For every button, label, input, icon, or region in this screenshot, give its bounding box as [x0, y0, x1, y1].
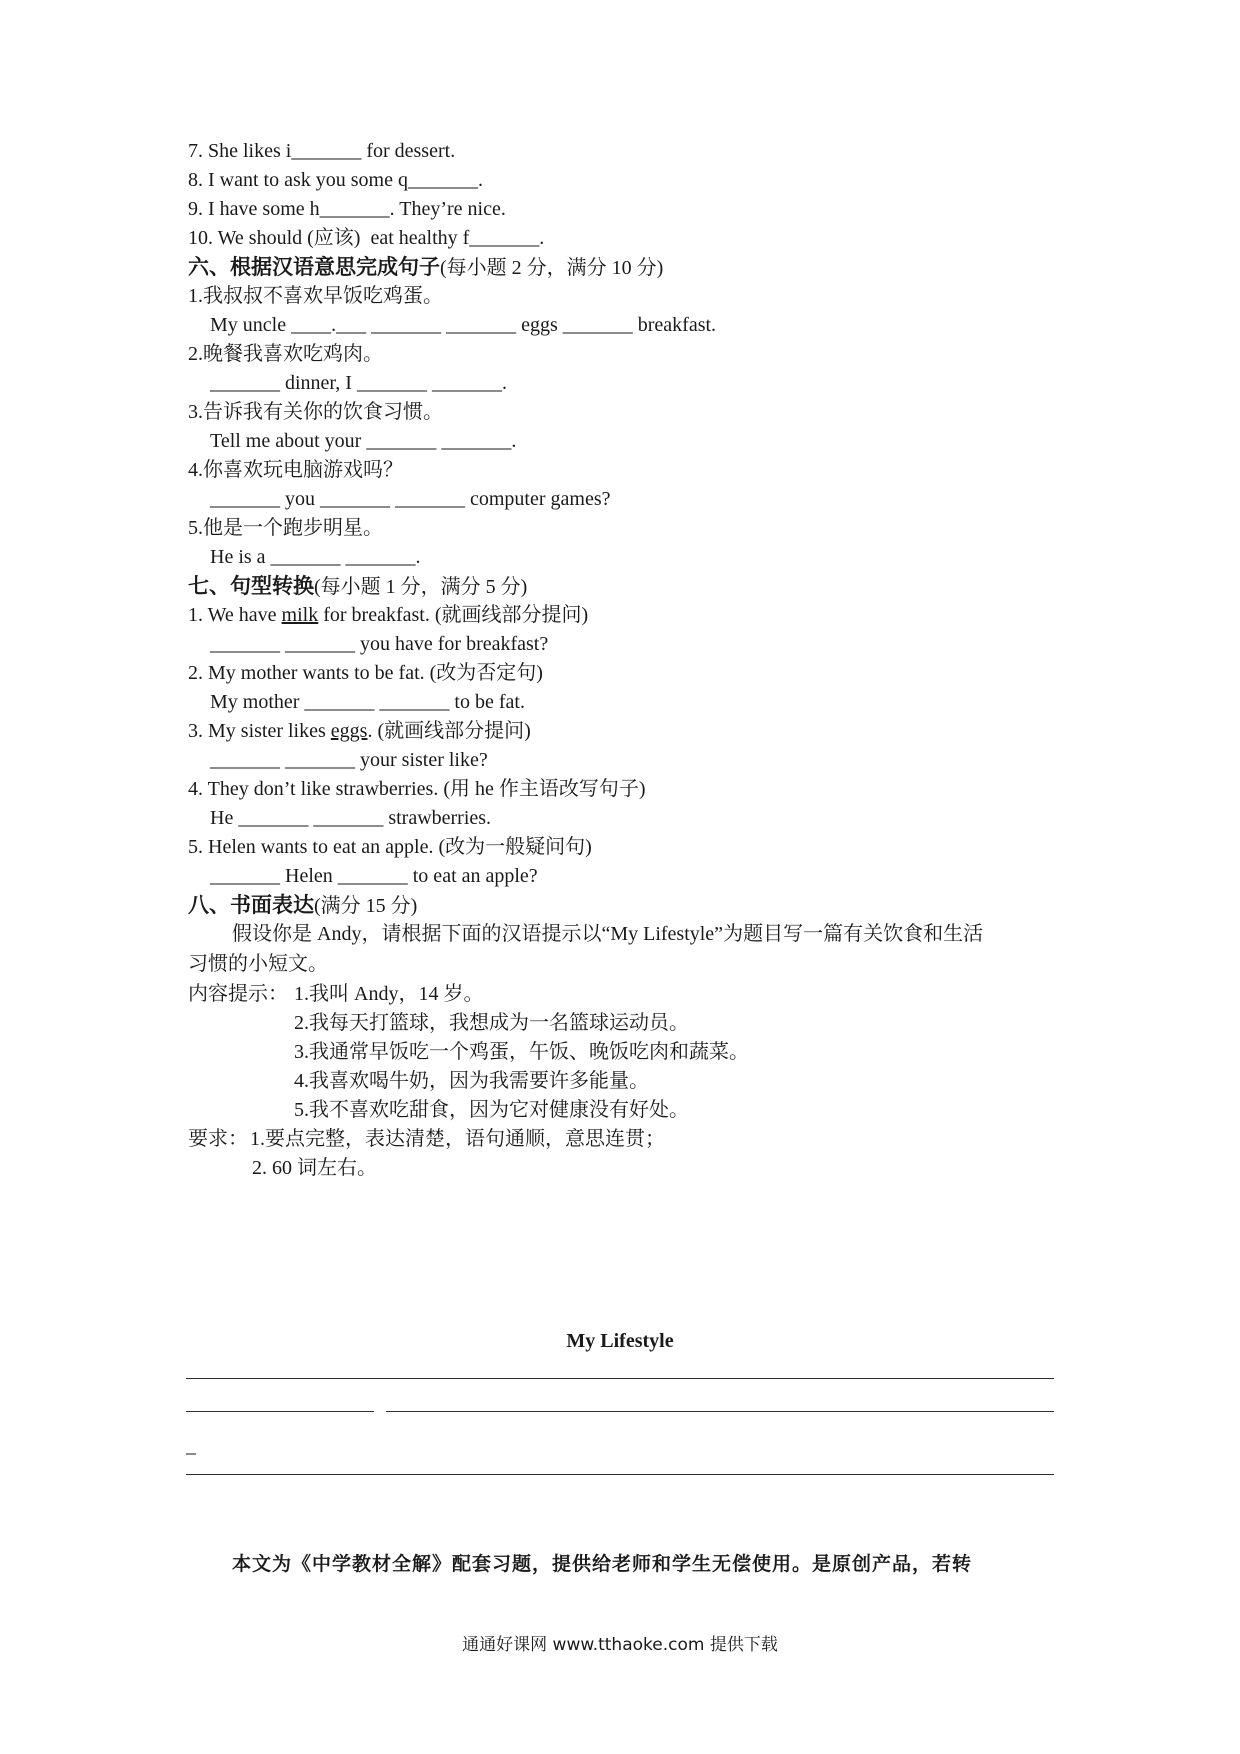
section8-title: 八、书面表达 [188, 893, 314, 917]
section6-heading [188, 253, 663, 282]
section6-item-3-en: Tell me about your _______ _______. [210, 430, 517, 452]
section7-item-5-question [188, 833, 592, 861]
section7-item-3-question [188, 717, 531, 745]
section7-item-5-answer: _______ Helen _______ to eat an apple? [210, 865, 538, 887]
essay-title: My Lifestyle [566, 1330, 674, 1352]
question-text: 3. My sister likes [188, 720, 331, 742]
section6-item-5-en: He is a _______ _______. [210, 546, 421, 568]
section6-item-4-en: _______ you _______ _______ computer games? [210, 488, 611, 510]
section8-intro-line2: 习惯的小短文。 [188, 953, 328, 975]
section6-title: 六、根据汉语意思完成句子 [188, 255, 440, 279]
copyright-note: 本文为《中学教材全解》配套习题，提供给老师和学生无偿使用。是原创产品，若转 [232, 1553, 973, 1575]
section6-item-5-zh: 5.他是一个跑步明星。 [188, 517, 383, 539]
section7-score-note: (每小题 1 分，满分 5 分) [314, 576, 528, 598]
requirement-label: 要求： [188, 1128, 248, 1150]
section6-item-2-en: _______ dinner, I _______ _______. [210, 372, 507, 394]
section7-item-1-question [188, 601, 588, 629]
section6-item-4-zh: 4.你喜欢玩电脑游戏吗？ [188, 459, 403, 481]
site-credit: 通通好课网 www.tthaoke.com 提供下载 [462, 1635, 778, 1655]
section6-item-1-zh: 1.我叔叔不喜欢早饭吃鸡蛋。 [188, 285, 443, 307]
requirement-1: 1.要点完整，表达清楚，语句通顺，意思连贯； [250, 1128, 665, 1150]
section8-heading [188, 891, 417, 920]
section6-item-1-en: My uncle ____.___ _______ _______ eggs _______ breakfast. [210, 314, 717, 336]
question-instruction: . (就画线部分提问) [367, 720, 531, 742]
writing-line-3[interactable] [186, 1474, 1054, 1475]
underlined-word: milk [281, 604, 319, 626]
section7-item-4-answer: He _______ _______ strawberries. [210, 807, 492, 829]
requirement-2: 2. 60 词左右。 [252, 1157, 377, 1179]
section6-score-note: (每小题 2 分，满分 10 分) [440, 257, 664, 279]
question-text: 5. Helen wants to eat an apple. (改为一般疑问句) [188, 836, 592, 858]
writing-line-1[interactable] [186, 1378, 1054, 1379]
section7-item-2-answer: My mother _______ _______ to be fat. [210, 691, 525, 713]
underlined-word: eggs [330, 720, 368, 742]
section7-item-4-question [188, 775, 646, 803]
section5-item-8: 8. I want to ask you some q_______. [188, 169, 483, 191]
hint-4: 4.我喜欢喝牛奶，因为我需要许多能量。 [294, 1070, 649, 1092]
section8-intro-line1: 假设你是 Andy，请根据下面的汉语提示以“My Lifestyle”为题目写一篇有关饮食和生活 [232, 923, 984, 945]
section6-item-3-zh: 3.告诉我有关你的饮食习惯。 [188, 401, 443, 423]
question-text: 1. We have [188, 604, 282, 626]
section8-score-note: (满分 15 分) [314, 895, 418, 917]
section7-item-2-question [188, 659, 543, 687]
hint-1: 1.我叫 Andy，14 岁。 [294, 983, 484, 1005]
hint-2: 2.我每天打篮球，我想成为一名篮球运动员。 [294, 1012, 689, 1034]
hint-3: 3.我通常早饭吃一个鸡蛋，午饭、晚饭吃肉和蔬菜。 [294, 1041, 749, 1063]
section5-item-9: 9. I have some h_______. They’re nice. [188, 198, 506, 220]
section7-title: 七、句型转换 [188, 574, 314, 598]
hint-5: 5.我不喜欢吃甜食，因为它对健康没有好处。 [294, 1099, 689, 1121]
section5-item-10: 10. We should (应该) eat healthy f_______. [188, 227, 545, 249]
writing-line-2b[interactable] [386, 1411, 1054, 1412]
hint-label: 内容提示： [188, 983, 288, 1005]
writing-line-2a[interactable] [186, 1411, 374, 1412]
stray-dash-mark: _ [186, 1435, 196, 1457]
section5-item-7: 7. She likes i_______ for dessert. [188, 140, 456, 162]
section6-item-2-zh: 2.晚餐我喜欢吃鸡肉。 [188, 343, 383, 365]
section7-heading [188, 572, 527, 601]
question-instruction: for breakfast. (就画线部分提问) [318, 604, 589, 626]
section7-item-3-answer: _______ _______ your sister like? [210, 749, 488, 771]
section7-item-1-answer: _______ _______ you have for breakfast? [210, 633, 549, 655]
question-text: 2. My mother wants to be fat. (改为否定句) [188, 662, 543, 684]
question-text: 4. They don’t like strawberries. (用 he 作主语改写句子) [188, 778, 646, 800]
